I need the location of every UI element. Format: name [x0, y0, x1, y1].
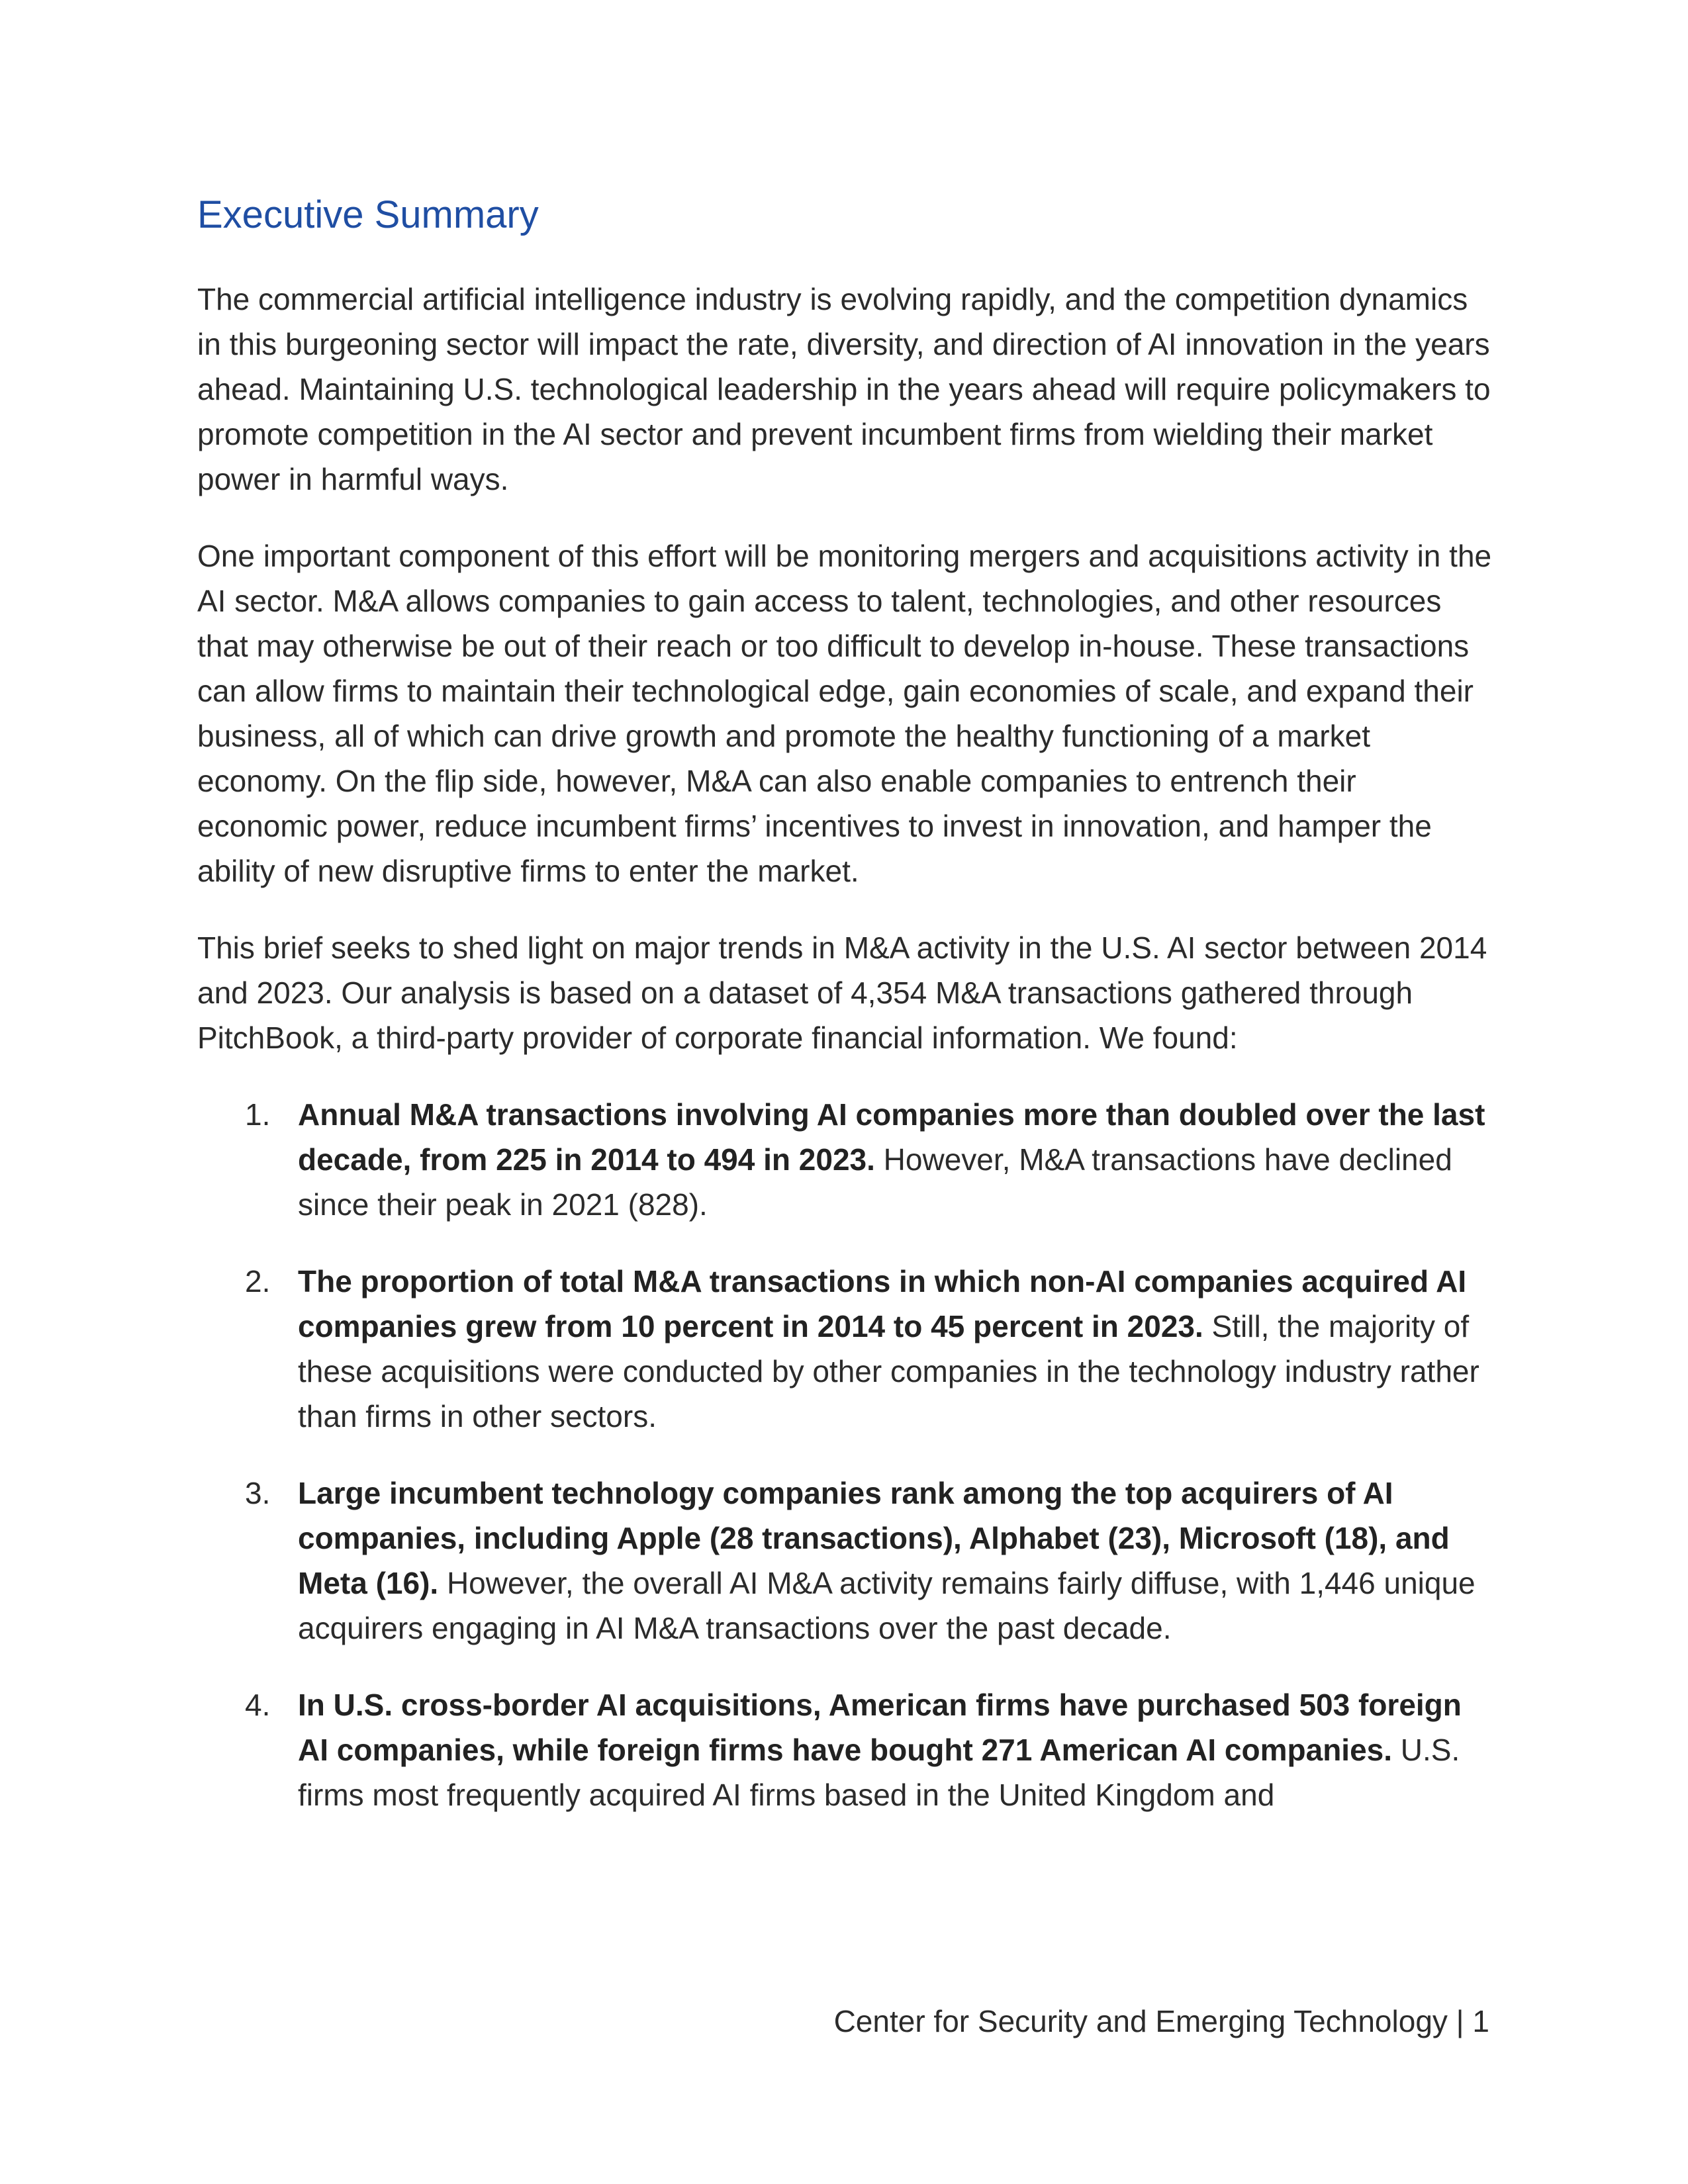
finding-detail: However, the overall AI M&A activity remains fairly diffuse, with 1,446 unique acquirers engaging in AI M&A transactions over the past decade.: [298, 1565, 1476, 1645]
paragraph: The commercial artificial intelligence industry is evolving rapidly, and the competition dynamics in this burgeoning sector will impact the rate, diversity, and direction of AI innovation in the years ahead. Maintaining U.S. technological leadership in the years ahead will require policymakers to promote competition in the AI sector and prevent incumbent firms from wielding their market power in harmful ways.: [197, 281, 1491, 496]
finding-detail: U.S. firms most frequently acquired AI firms based in the United Kingdom and: [298, 1732, 1460, 1812]
finding-detail: Still, the majority of these acquisitions were conducted by other companies in the technology industry rather than firms in other sectors.: [298, 1308, 1479, 1433]
finding-highlight: Annual M&A transactions involving AI companies more than doubled over the last decade, from 225 in 2014 to 494 in 2023.: [298, 1097, 1485, 1177]
list-number: 1.: [245, 1097, 271, 1132]
document-page: [197, 192, 1495, 1849]
finding-highlight: The proportion of total M&A transactions in which non-AI companies acquired AI companies grew from 10 percent in 2014 to 45 percent in 2023.: [298, 1263, 1467, 1343]
list-number: 2.: [245, 1263, 271, 1298]
finding-highlight: In U.S. cross-border AI acquisitions, American firms have purchased 503 foreign AI companies, while foreign firms have bought 271 American AI companies.: [298, 1687, 1462, 1767]
finding-highlight: Large incumbent technology companies rank among the top acquirers of AI companies, including Apple (28 transactions), Alphabet (23), Microsoft (18), and Meta (16).: [298, 1475, 1450, 1600]
page-footer: Center for Security and Emerging Technology | 1: [833, 2004, 1489, 2038]
list-number: 4.: [245, 1687, 271, 1722]
section-title: Executive Summary: [197, 193, 539, 236]
list-number: 3.: [245, 1475, 271, 1510]
list-item: [197, 1092, 1495, 1227]
list-item: [197, 1259, 1495, 1439]
paragraph: This brief seeks to shed light on major trends in M&A activity in the U.S. AI sector between 2014 and 2023. Our analysis is based on a dataset of 4,354 M&A transactions gathered through PitchBook, a third-party provider of corporate financial information. We found:: [197, 930, 1487, 1055]
findings-list: [197, 1092, 1495, 1817]
finding-detail: However, M&A transactions have declined since their peak in 2021 (828).: [298, 1142, 1452, 1222]
list-item: [197, 1682, 1495, 1817]
paragraph: One important component of this effort will be monitoring mergers and acquisitions activity in the AI sector. M&A allows companies to gain access to talent, technologies, and other resources that may otherwise be out of their reach or too difficult to develop in-house. These transactions can allow firms to maintain their technological edge, gain economies of scale, and expand their business, all of which can drive growth and promote the healthy functioning of a market economy. On the flip side, however, M&A can also enable companies to entrench their economic power, reduce incumbent firms’ incentives to invest in innovation, and hamper the ability of new disruptive firms to enter the market.: [197, 538, 1492, 888]
list-item: [197, 1471, 1495, 1651]
